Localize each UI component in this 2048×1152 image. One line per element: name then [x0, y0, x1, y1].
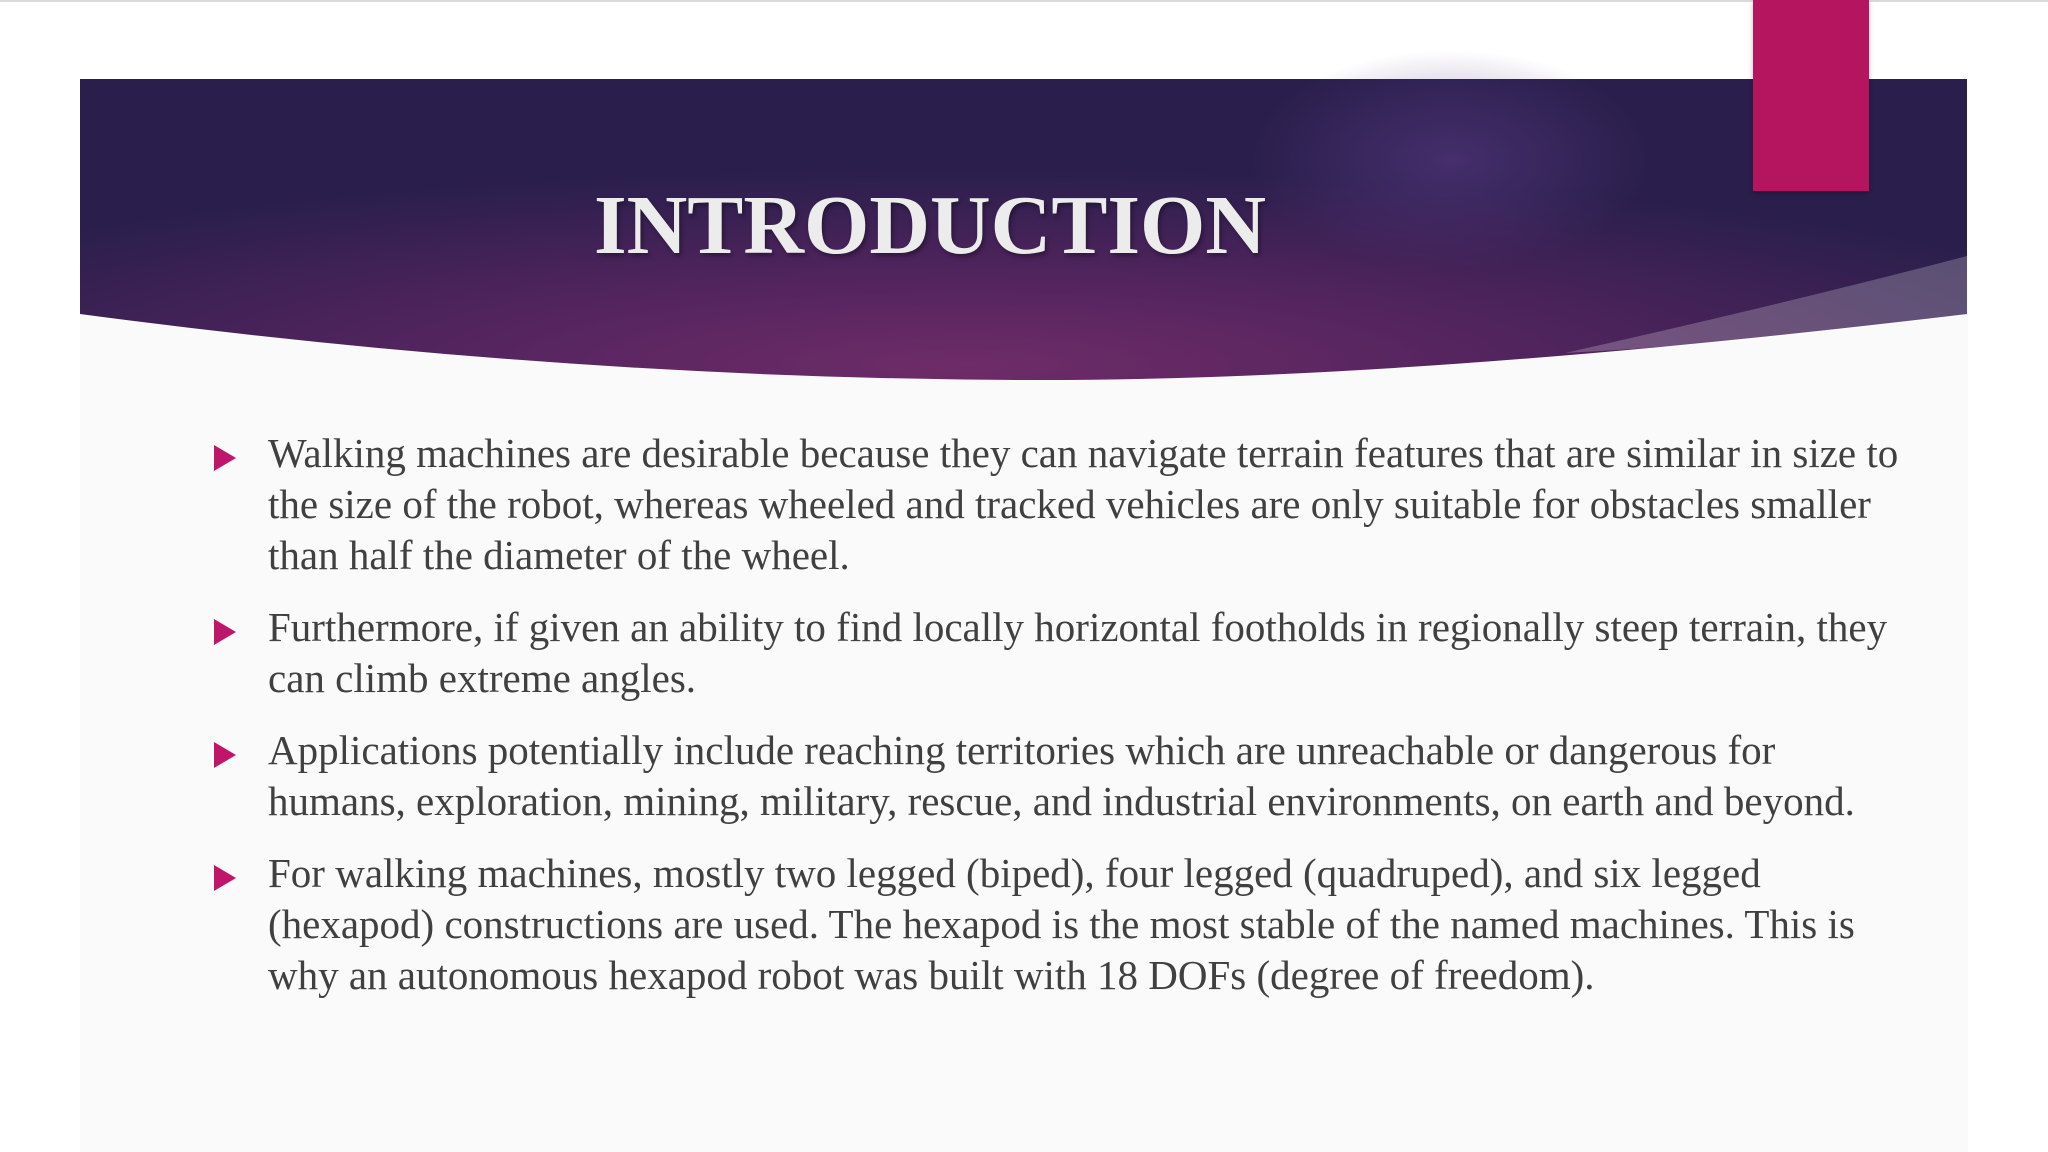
bullet-text: Applications potentially include reaching territories which are unreachable or dangerous for humans, exploration, mining, military, rescue, and industrial environments, on earth and beyond.	[268, 727, 1855, 824]
triangle-right-icon	[214, 742, 236, 768]
bullet-item	[200, 602, 1900, 704]
bullet-item	[200, 428, 1900, 581]
bullet-item	[200, 848, 1900, 1001]
bullet-item	[200, 725, 1900, 827]
bullet-text: Walking machines are desirable because they can navigate terrain features that are similar in size to the size of the robot, whereas wheeled and tracked vehicles are only suitable for obstacles smaller than half the diameter of the wheel.	[268, 430, 1899, 578]
slide-title: INTRODUCTION	[593, 179, 1267, 272]
triangle-right-icon	[214, 619, 236, 645]
triangle-right-icon	[214, 865, 236, 891]
bullet-text: For walking machines, mostly two legged (biped), four legged (quadruped), and six legged (hexapod) constructions are used. The hexapod is the most stable of the named machines. This is why an autonomous hexapod robot was built with 18 DOFs (degree of freedom).	[268, 850, 1855, 998]
bullet-list	[200, 428, 1900, 1022]
triangle-right-icon	[214, 445, 236, 471]
accent-tab	[1753, 0, 1869, 191]
bullet-text: Furthermore, if given an ability to find locally horizontal footholds in regionally steep terrain, they can climb extreme angles.	[268, 604, 1888, 701]
